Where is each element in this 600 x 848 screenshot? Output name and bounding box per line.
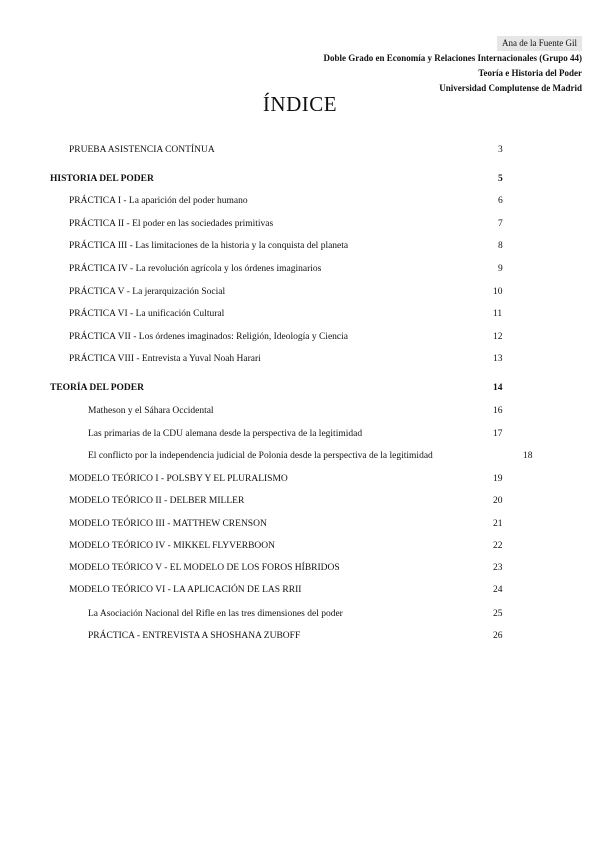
toc-entry-page: 26 (493, 631, 503, 641)
toc-entry[interactable] (69, 354, 503, 364)
course-name: Teoría e Historia del Poder (478, 68, 582, 78)
document-header (324, 36, 583, 96)
page-title: ÍNDICE (262, 92, 338, 116)
toc-entry-page: 19 (493, 474, 503, 484)
author-name: Ana de la Fuente Gil (497, 36, 582, 51)
toc-entry-label: MODELO TEÓRICO II - DELBER MILLER (69, 496, 245, 506)
toc-entry-label: MODELO TEÓRICO IV - MIKKEL FLYVERBOON (69, 541, 276, 551)
toc-entry-page: 16 (493, 406, 503, 416)
toc-entry-label: PRÁCTICA III - Las limitaciones de la historia y la conquista del planeta (69, 241, 349, 251)
toc-entry-page: 22 (493, 541, 503, 551)
toc-entry-label: Matheson y el Sáhara Occidental (88, 406, 214, 416)
toc-entry-label: MODELO TEÓRICO III - MATTHEW CRENSON (69, 519, 267, 529)
toc-entry-page: 23 (493, 563, 503, 573)
toc-entry[interactable] (69, 196, 503, 206)
toc-entry-label: MODELO TEÓRICO VI - LA APLICACIÓN DE LAS RRII (69, 585, 302, 595)
toc-entry-label: TEORÍA DEL PODER (50, 383, 144, 393)
toc-entry-page: 10 (493, 287, 503, 297)
toc-entry-page: 14 (493, 383, 503, 393)
toc-entry-page: 13 (493, 354, 503, 364)
toc-entry[interactable] (69, 145, 503, 155)
toc-entry[interactable] (50, 174, 503, 184)
toc-entry-label: Las primarias de la CDU alemana desde la perspectiva de la legitimidad (88, 429, 363, 439)
toc-entry-label: MODELO TEÓRICO V - EL MODELO DE LOS FOROS HÍBRIDOS (69, 563, 340, 573)
toc-entry[interactable] (88, 451, 533, 461)
toc-entry-label: PRÁCTICA IV - La revolución agrícola y los órdenes imaginarios (69, 264, 322, 274)
toc-entry-page: 8 (498, 241, 503, 251)
toc-entry[interactable] (69, 332, 503, 342)
toc-entry-label: PRÁCTICA VII - Los órdenes imaginados: Religión, Ideología y Ciencia (69, 332, 348, 342)
toc-entry[interactable] (69, 241, 503, 251)
toc-entry-label: PRÁCTICA II - El poder en las sociedades primitivas (69, 219, 274, 229)
toc-entry[interactable] (69, 309, 503, 319)
toc-entry[interactable] (88, 631, 503, 641)
toc-entry-page: 5 (498, 174, 503, 184)
toc-entry-page: 3 (498, 145, 503, 155)
toc-entry-label: PRÁCTICA VIII - Entrevista a Yuval Noah Harari (69, 354, 261, 364)
toc-entry[interactable] (69, 519, 503, 529)
toc-entry[interactable] (69, 563, 503, 573)
toc-entry-page: 25 (493, 609, 503, 619)
toc-entry-page: 12 (493, 332, 503, 342)
toc-entry-page: 21 (493, 519, 503, 529)
toc-entry[interactable] (50, 383, 503, 393)
toc-entry-label: PRÁCTICA I - La aparición del poder humano (69, 196, 248, 206)
toc-entry[interactable] (69, 287, 503, 297)
toc-entry-page: 17 (493, 429, 503, 439)
toc-entry[interactable] (88, 609, 503, 619)
toc-entry-page: 11 (493, 309, 503, 319)
university-name: Universidad Complutense de Madrid (439, 83, 582, 93)
toc-entry-label: PRÁCTICA VI - La unificación Cultural (69, 309, 225, 319)
degree-name: Doble Grado en Economía y Relaciones Internacionales (Grupo 44) (323, 53, 582, 63)
toc-entry-page: 7 (498, 219, 503, 229)
toc-entry-label: La Asociación Nacional del Rifle en las tres dimensiones del poder (88, 609, 343, 619)
toc-entry-page: 20 (493, 496, 503, 506)
toc-entry-page: 9 (498, 264, 503, 274)
toc-entry-page: 6 (498, 196, 503, 206)
toc-entry[interactable] (69, 585, 503, 595)
toc-entry-page: 18 (523, 451, 533, 461)
toc-entry[interactable] (69, 474, 503, 484)
toc-entry[interactable] (88, 406, 503, 416)
toc-entry[interactable] (69, 264, 503, 274)
toc-entry-label: PRUEBA ASISTENCIA CONTÍNUA (69, 145, 215, 155)
toc-entry[interactable] (69, 541, 503, 551)
toc-entry-label: HISTORIA DEL PODER (50, 174, 154, 184)
toc-entry[interactable] (69, 219, 503, 229)
toc-entry[interactable] (88, 429, 503, 439)
toc-entry-page: 24 (493, 585, 503, 595)
toc-entry-label: El conflicto por la independencia judicial de Polonia desde la perspectiva de la legitimidad (88, 451, 433, 461)
toc-entry[interactable] (69, 496, 503, 506)
toc-entry-label: PRÁCTICA - ENTREVISTA A SHOSHANA ZUBOFF (88, 631, 301, 641)
toc-entry-label: MODELO TEÓRICO I - POLSBY Y EL PLURALISMO (69, 474, 288, 484)
toc-entry-label: PRÁCTICA V - La jerarquización Social (69, 287, 226, 297)
